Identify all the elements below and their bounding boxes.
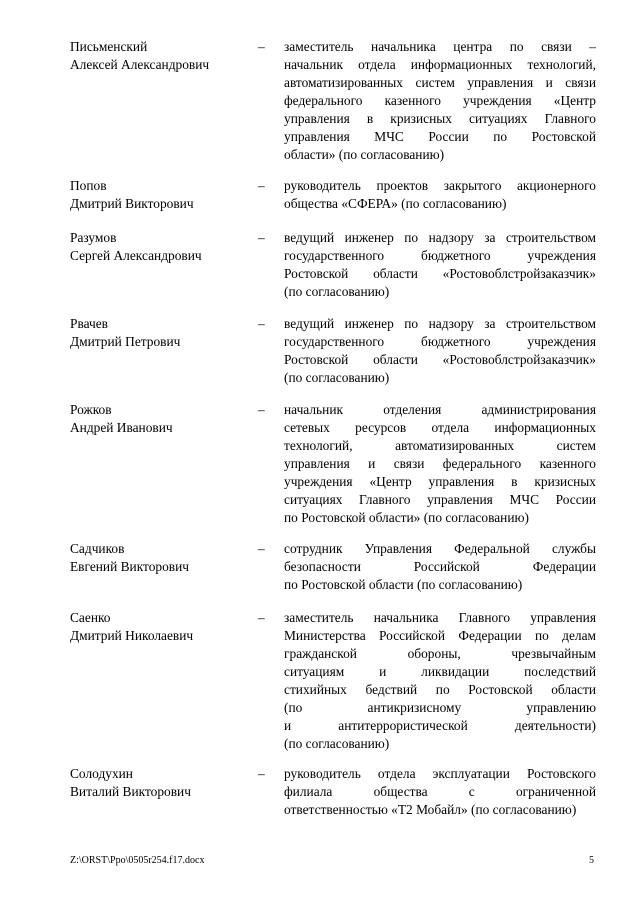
member-role bbox=[284, 765, 596, 819]
member-name bbox=[70, 401, 250, 437]
member-surname: Попов bbox=[70, 178, 107, 193]
separator-dash: – bbox=[258, 39, 265, 54]
member-role bbox=[284, 315, 596, 387]
role-line: государственного бюджетного учреждения bbox=[284, 248, 596, 263]
role-line: общества «СФЕРА» (по согласованию) bbox=[284, 196, 507, 211]
role-line: сетевых ресурсов отдела информационных bbox=[284, 420, 596, 435]
separator-dash: – bbox=[258, 316, 265, 331]
member-role bbox=[284, 177, 596, 213]
member-given-names: Дмитрий Николаевич bbox=[70, 628, 194, 643]
separator-dash: – bbox=[258, 610, 265, 625]
role-line: по Ростовской области» (по согласованию) bbox=[284, 510, 529, 525]
member-surname: Солодухин bbox=[70, 766, 133, 781]
role-line: Ростовской области «Ростовоблстройзаказчик» bbox=[284, 352, 596, 367]
separator-dash: – bbox=[258, 402, 265, 417]
member-surname: Рожков bbox=[70, 402, 112, 417]
role-line: управления МЧС России по Ростовской bbox=[284, 129, 596, 144]
role-line: (по согласованию) bbox=[284, 736, 390, 751]
member-given-names: Дмитрий Петрович bbox=[70, 334, 181, 349]
separator-dash: – bbox=[258, 230, 265, 245]
member-surname: Письменский bbox=[70, 39, 148, 54]
role-line: (по согласованию) bbox=[284, 284, 390, 299]
role-line: стихийных бедствий по Ростовской области bbox=[284, 682, 596, 697]
member-role bbox=[284, 609, 596, 753]
role-line: Ростовской области «Ростовоблстройзаказчик» bbox=[284, 266, 596, 281]
role-line: управления и связи федерального казенного bbox=[284, 456, 596, 471]
role-line: заместитель начальника центра по связи – bbox=[284, 39, 596, 54]
member-name bbox=[70, 315, 250, 351]
role-line: федерального казенного учреждения «Центр bbox=[284, 93, 596, 108]
member-name bbox=[70, 177, 250, 213]
member-name bbox=[70, 609, 250, 645]
member-role bbox=[284, 229, 596, 301]
role-line: по Ростовской области (по согласованию) bbox=[284, 577, 523, 592]
role-line: заместитель начальника Главного управления bbox=[284, 610, 596, 625]
member-surname: Садчиков bbox=[70, 541, 125, 556]
role-line: автоматизированных систем управления и связи bbox=[284, 75, 596, 90]
member-given-names: Виталий Викторович bbox=[70, 784, 191, 799]
separator-dash: – bbox=[258, 766, 265, 781]
member-given-names: Андрей Иванович bbox=[70, 420, 173, 435]
role-line: управления в кризисных ситуациях Главного bbox=[284, 111, 596, 126]
footer-file-path: Z:\ORST\Ppo\0505r254.f17.docx bbox=[70, 855, 205, 866]
role-line: учреждения «Центр управления в кризисных bbox=[284, 474, 596, 489]
role-line: области» (по согласованию) bbox=[284, 147, 445, 162]
member-given-names: Дмитрий Викторович bbox=[70, 196, 194, 211]
role-line: ответственностью «Т2 Мобайл» (по согласованию) bbox=[284, 802, 577, 817]
role-line: начальник отдела информационных технологий, bbox=[284, 57, 596, 72]
member-given-names: Сергей Александрович bbox=[70, 248, 202, 263]
member-role bbox=[284, 401, 596, 527]
role-line: технологий, автоматизированных систем bbox=[284, 438, 596, 453]
role-line: Министерства Российской Федерации по делам bbox=[284, 628, 596, 643]
role-line: руководитель проектов закрытого акционерного bbox=[284, 178, 596, 193]
role-line: (по согласованию) bbox=[284, 370, 390, 385]
role-line: безопасности Российской Федерации bbox=[284, 559, 596, 574]
member-surname: Рвачев bbox=[70, 316, 109, 331]
role-line: филиала общества с ограниченной bbox=[284, 784, 596, 799]
member-surname: Разумов bbox=[70, 230, 117, 245]
role-line: ситуациях Главного управления МЧС России bbox=[284, 492, 596, 507]
separator-dash: – bbox=[258, 178, 265, 193]
member-name bbox=[70, 765, 250, 801]
member-given-names: Алексей Александрович bbox=[70, 57, 210, 72]
role-line: гражданской обороны, чрезвычайным bbox=[284, 646, 596, 661]
member-surname: Саенко bbox=[70, 610, 111, 625]
role-line: ситуациям и ликвидации последствий bbox=[284, 664, 596, 679]
role-line: государственного бюджетного учреждения bbox=[284, 334, 596, 349]
role-line: ведущий инженер по надзору за строительством bbox=[284, 230, 596, 245]
role-line: (по антикризисному управлению bbox=[284, 700, 596, 715]
role-line: начальник отделения администрирования bbox=[284, 402, 596, 417]
member-name bbox=[70, 229, 250, 265]
member-name bbox=[70, 38, 250, 74]
footer-page-number: 5 bbox=[589, 855, 594, 866]
member-role bbox=[284, 540, 596, 594]
member-name bbox=[70, 540, 250, 576]
role-line: и антитеррористической деятельности) bbox=[284, 718, 596, 733]
role-line: руководитель отдела эксплуатации Ростовского bbox=[284, 766, 596, 781]
role-line: ведущий инженер по надзору за строительством bbox=[284, 316, 596, 331]
role-line: сотрудник Управления Федеральной службы bbox=[284, 541, 596, 556]
member-role bbox=[284, 38, 596, 164]
member-given-names: Евгений Викторович bbox=[70, 559, 190, 574]
separator-dash: – bbox=[258, 541, 265, 556]
